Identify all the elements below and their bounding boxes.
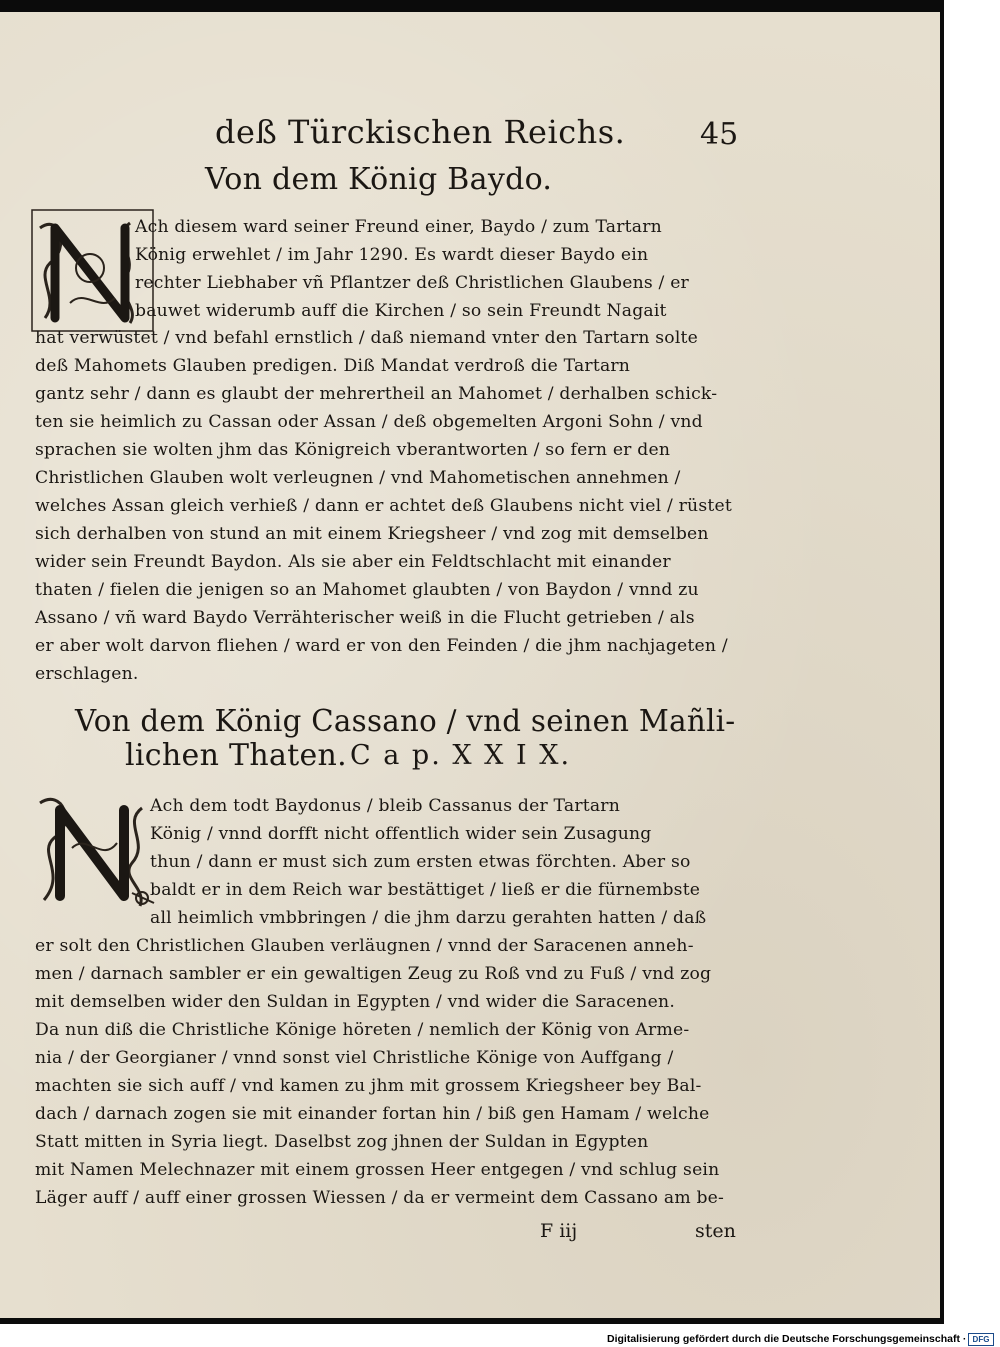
text-line: thun / dann er must sich zum ersten etwas förchten. Aber so — [150, 852, 691, 872]
text-line: König erwehlet / im Jahr 1290. Es wardt dieser Baydo ein — [135, 245, 649, 265]
text-line: rechter Liebhaber vñ Pflantzer deß Christlichen Glaubens / er — [135, 273, 689, 293]
text-line: dach / darnach zogen sie mit einander fortan hin / biß gen Hamam / welche — [35, 1104, 710, 1124]
text-line: machten sie sich auff / vnd kamen zu jhm mit grossem Kriegsheer bey Bal- — [35, 1076, 702, 1096]
text-line: Da nun diß die Christliche Könige höreten / nemlich der König von Arme- — [35, 1020, 690, 1040]
text-line: Ach diesem ward seiner Freund einer, Baydo / zum Tartarn — [135, 217, 662, 237]
section-heading-cassano-line2: lichen Thaten. — [125, 738, 348, 773]
text-line: mit demselben wider den Suldan in Egypten / vnd wider die Saracenen. — [35, 992, 675, 1012]
text-line: Läger auff / auff einer grossen Wiessen / da er vermeint dem Cassano am be- — [35, 1188, 725, 1208]
text-line: welches Assan gleich verhieß / dann er achtet deß Glaubens nicht viel / rüstet — [35, 496, 732, 516]
text-line: all heimlich vmbbringen / die jhm darzu gerahten hatten / daß — [150, 908, 707, 928]
text-line: deß Mahomets Glauben predigen. Diß Mandat verdroß die Tartarn — [35, 356, 631, 376]
section-heading-baydo: Von dem König Baydo. — [205, 162, 553, 197]
text-line: er aber wolt darvon fliehen / ward er von den Feinden / die jhm nachjageten / — [35, 636, 728, 656]
text-line: Christlichen Glauben wolt verleugnen / vnd Mahometischen annehmen / — [35, 468, 681, 488]
text-line: gantz sehr / dann es glaubt der mehrertheil an Mahomet / derhalben schick- — [35, 384, 718, 404]
chapter-number: C a p. X X I X. — [350, 740, 572, 771]
text-line: bauwet widerumb auff die Kirchen / so sein Freundt Nagait — [135, 301, 667, 321]
text-line: ten sie heimlich zu Cassan oder Assan / deß obgemelten Argoni Sohn / vnd — [35, 412, 703, 432]
book-page — [0, 12, 940, 1318]
signature-mark: F iij — [540, 1220, 578, 1242]
text-line: Ach dem todt Baydonus / bleib Cassanus der Tartarn — [150, 796, 620, 816]
text-line: men / darnach sambler er ein gewaltigen Zeug zu Roß vnd zu Fuß / vnd zog — [35, 964, 712, 984]
text-line: thaten / fielen die jenigen so an Mahomet glaubten / von Baydon / vnnd zu — [35, 580, 699, 600]
text-line: mit Namen Melechnazer mit einem grossen Heer entgegen / vnd schlug sein — [35, 1160, 720, 1180]
catchword: sten — [695, 1220, 736, 1242]
text-line: erschlagen. — [35, 664, 139, 684]
footer-credit-text: Digitalisierung gefördert durch die Deutsche Forschungsgemeinschaft · — [607, 1333, 967, 1345]
text-line: hat verwüstet / vnd befahl ernstlich / daß niemand vnter den Tartarn solte — [35, 328, 699, 348]
running-head: deß Türckischen Reichs. — [215, 113, 626, 151]
text-line: König / vnnd dorfft nicht offentlich wider sein Zusagung — [150, 824, 652, 844]
text-line: baldt er in dem Reich war bestättiget / ließ er die fürnembste — [150, 880, 701, 900]
text-line: nia / der Georgianer / vnnd sonst viel Christliche Könige von Auffgang / — [35, 1048, 674, 1068]
text-line: Assano / vñ ward Baydo Verrähterischer weiß in die Flucht getrieben / als — [35, 608, 695, 628]
catchword-line — [0, 1220, 940, 1250]
footer-credit — [600, 1331, 1000, 1347]
text-line: wider sein Freundt Baydon. Als sie aber ein Feldtschlacht mit einander — [35, 552, 671, 572]
decorated-initial-n-icon — [32, 788, 157, 913]
text-line: sprachen sie wolten jhm das Königreich vberantworten / so fern er den — [35, 440, 671, 460]
text-line: Statt mitten in Syria liegt. Daselbst zog jhnen der Suldan in Egypten — [35, 1132, 649, 1152]
dfg-logo-icon: DFG — [968, 1333, 994, 1346]
text-line: er solt den Christlichen Glauben verläugnen / vnnd der Saracenen anneh- — [35, 936, 694, 956]
page-number: 45 — [700, 117, 739, 152]
section-heading-cassano: Von dem König Cassano / vnd seinen Mañli- — [75, 704, 736, 739]
text-line: sich derhalben von stund an mit einem Kriegsheer / vnd zog mit demselben — [35, 524, 709, 544]
